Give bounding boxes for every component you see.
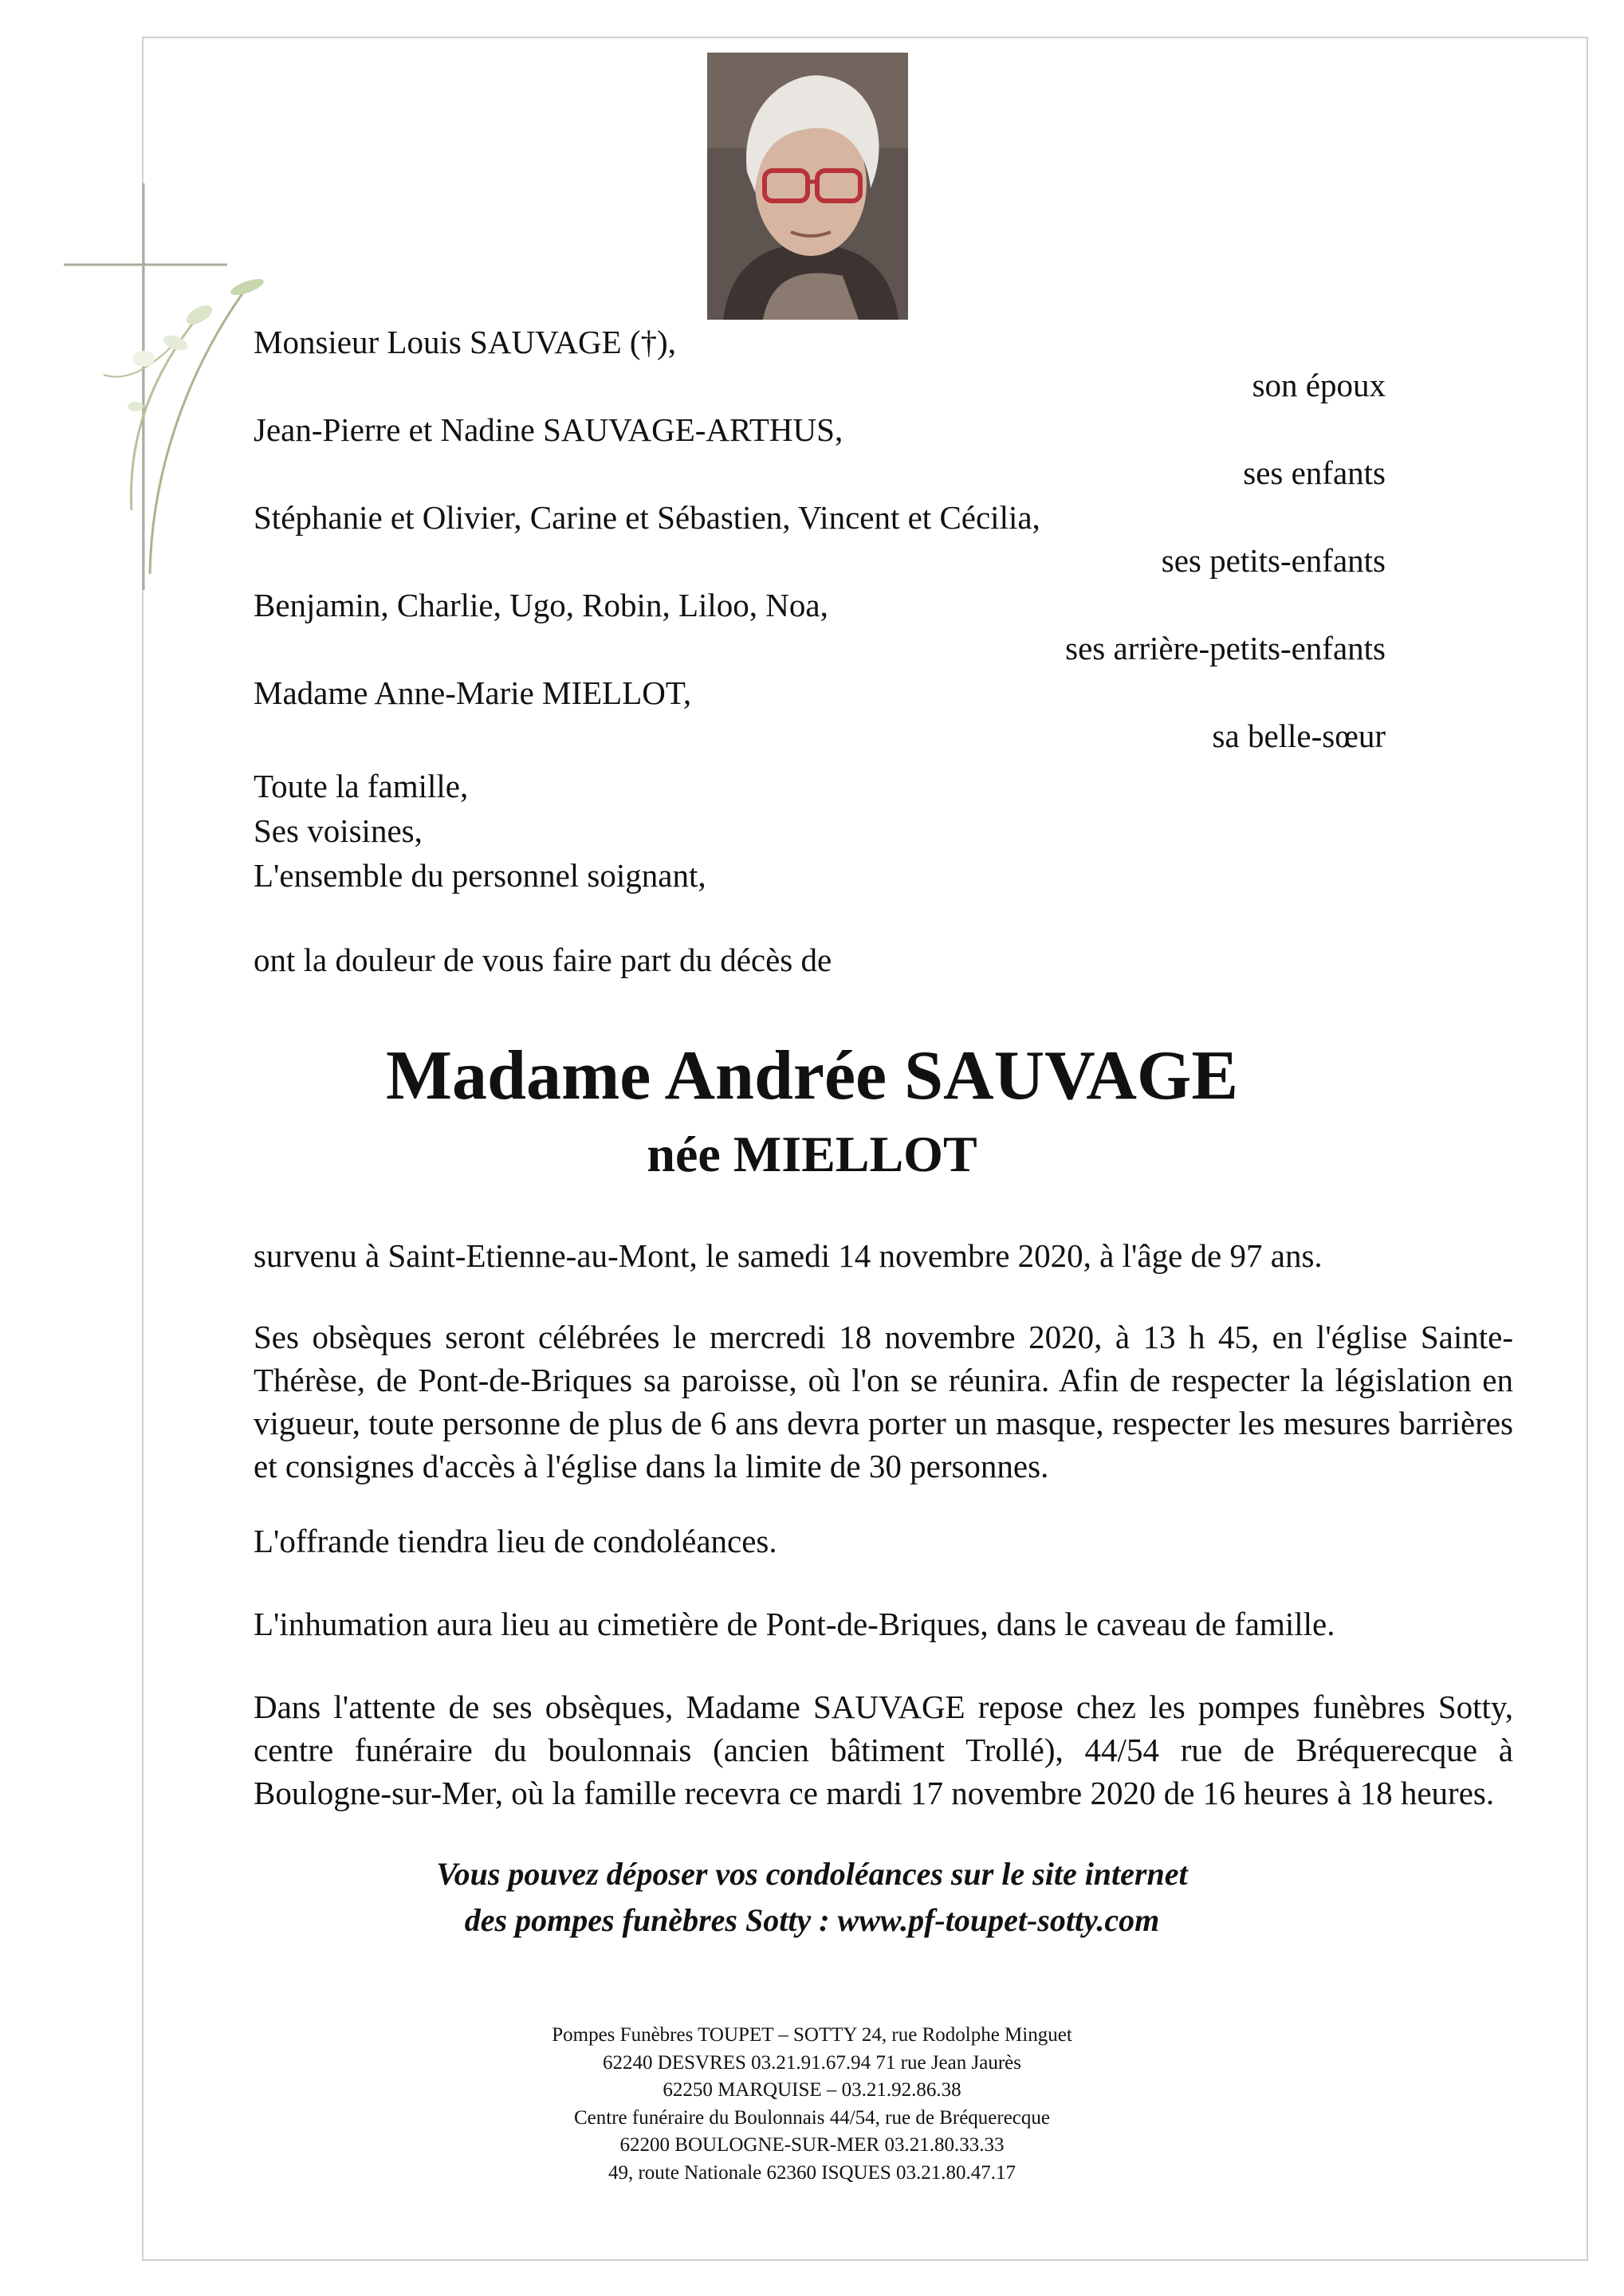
- condolences-note: [0, 1851, 1624, 1944]
- deceased-name: Madame Andrée SAUVAGE: [385, 1037, 1239, 1115]
- portrait-photo: [707, 53, 908, 320]
- footer-line: 62200 BOULOGNE-SUR-MER 03.21.80.33.33: [619, 2134, 1005, 2156]
- footer-line: 62240 DESVRES 03.21.91.67.94 71 rue Jean Jaurès: [603, 2051, 1021, 2074]
- family-relation: ses arrière-petits-enfants: [1065, 630, 1386, 666]
- paragraph-offering: L'offrande tiendra lieu de condoléances.: [254, 1523, 777, 1559]
- maiden-name: née MIELLOT: [647, 1126, 977, 1182]
- footer-line: 49, route Nationale 62360 ISQUES 03.21.80.47.17: [608, 2161, 1016, 2184]
- family-name: Benjamin, Charlie, Ugo, Robin, Liloo, Noa,: [254, 587, 828, 623]
- paragraph-death: survenu à Saint-Etienne-au-Mont, le samedi 14 novembre 2020, à l'âge de 97 ans.: [254, 1237, 1323, 1274]
- family-name: Monsieur Louis SAUVAGE (†),: [254, 324, 676, 360]
- paragraph-burial: L'inhumation aura lieu au cimetière de Pont-de-Briques, dans le caveau de famille.: [254, 1606, 1335, 1642]
- announcement-intro: ont la douleur de vous faire part du décès de: [254, 942, 832, 978]
- family-relation: son époux: [1252, 367, 1386, 403]
- paragraph-visitation: Dans l'attente de ses obsèques, Madame SAUVAGE repose chez les pompes funèbres Sotty, centre funéraire du boulonnais (ancien bâtiment Trollé), 44/54 rue de Bréquerecque à Boulogne-sur-Mer, où la famille recevra ce mardi 17 novembre 2020 de 16 heures à 18 heures.: [254, 1689, 1513, 1811]
- family-relation: ses enfants: [1243, 454, 1386, 491]
- family-name: Madame Anne-Marie MIELLOT,: [254, 674, 692, 711]
- condolences-line[interactable]: des pompes funèbres Sotty : www.pf-toupet-sotty.com: [464, 1902, 1160, 1938]
- family-relation: sa belle-sœur: [1212, 718, 1386, 754]
- family-name: Stéphanie et Olivier, Carine et Sébastien, Vincent et Cécilia,: [254, 499, 1040, 536]
- other-mourner: Ses voisines,: [254, 812, 423, 849]
- condolences-line: Vous pouvez déposer vos condoléances sur le site internet: [436, 1856, 1188, 1892]
- footer-line: 62250 MARQUISE – 03.21.92.86.38: [663, 2079, 961, 2101]
- footer-line: Pompes Funèbres TOUPET – SOTTY 24, rue Rodolphe Minguet: [552, 2024, 1072, 2046]
- other-mourners: [254, 764, 706, 898]
- footer-line: Centre funéraire du Boulonnais 44/54, rue de Bréquerecque: [573, 2106, 1050, 2129]
- family-name: Jean-Pierre et Nadine SAUVAGE-ARTHUS,: [254, 411, 843, 448]
- paragraph-funeral: Ses obsèques seront célébrées le mercredi 18 novembre 2020, à 13 h 45, en l'église Sainte-Thérèse, de Pont-de-Briques sa paroisse, où l'on se réunira. Afin de respecter la législation en vigueur, toute personne de plus de 6 ans devra porter un masque, respecter les mesures barrières et consignes d'accès à l'église dans la limite de 30 personnes.: [254, 1319, 1513, 1484]
- cross-lily-icon: [56, 175, 279, 610]
- other-mourner: Toute la famille,: [254, 768, 469, 804]
- other-mourner: L'ensemble du personnel soignant,: [254, 857, 706, 894]
- family-relation: ses petits-enfants: [1161, 542, 1386, 579]
- funeral-home-footer: [0, 2022, 1624, 2187]
